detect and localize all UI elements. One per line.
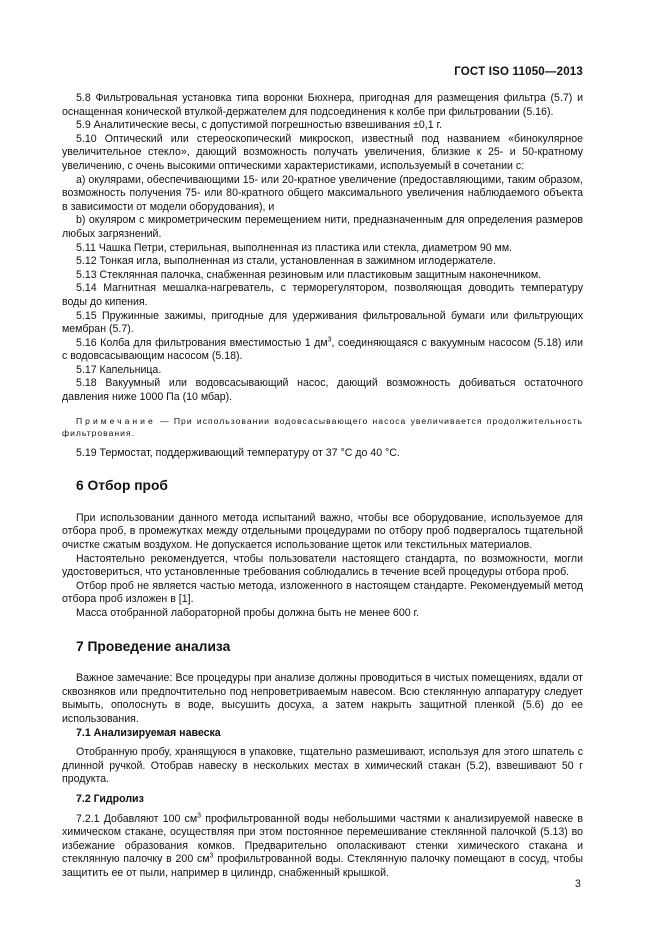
- clause-5-10-a: a) окулярами, обеспечивающими 15- или 20-кратное увеличение (предоставляющими, таким образом, возможность получения 75- или 80-кратного общего максимального увеличения наблюдаемого объекта в зависимости от модели оборудования), и: [62, 173, 583, 213]
- clause-5-19: 5.19 Термостат, поддерживающий температуру от 37 °С до 40 °С.: [76, 446, 400, 459]
- clause-5-8: 5.8 Фильтровальная установка типа воронки Бюхнера, пригодная для размещения фильтра (5.7) и оснащенная конической втулкой-держателем для подсоединения к колбе при фильтровании (5.16).: [62, 92, 583, 118]
- superscript: 3: [327, 336, 332, 344]
- clause-5-10: 5.10 Оптический или стереоскопический микроскоп, известный под названием «бинокулярное увеличительное стекло», дающий возможность получать увеличения, близкие к 25- и 50-кратному увеличению, с очень высокими оптическими характеристиками, используемый в сочетании с:: [62, 132, 583, 172]
- clause-5-13: 5.13 Стеклянная палочка, снабженная резиновым или пластиковым защитным наконечником.: [76, 268, 542, 281]
- page-number: 3: [575, 878, 581, 890]
- note: [62, 415, 583, 439]
- clause-5-16-text: 5.16 Колба для фильтрования вместимостью 1 дм: [76, 336, 328, 349]
- subsection-7-1-heading: 7.1 Анализируемая навеска: [76, 726, 221, 739]
- section-7-important-note: Важное замечание: Все процедуры при анализе должны проводиться в чистых помещениях, вдали от сквозняков или предпочтительно под непроветриваемым навесом. Всю стеклянную аппаратуру следует вымыть, ополоснуть в воде, высушить досуха, а затем накрыть защитной пленкой (5.6) до ее использования.: [62, 672, 583, 725]
- page-content: [62, 92, 583, 881]
- clause-5-18: 5.18 Вакуумный или водовсасывающий насос, дающий возможность добиваться остаточного давления ниже 1000 Па (10 мбар).: [62, 377, 583, 404]
- clause-5-12: 5.12 Тонкая игла, выполненная из стали, установленная в зажимном иглодержателе.: [76, 255, 497, 268]
- clause-5-17: 5.17 Капельница.: [76, 363, 162, 376]
- subsection-7-2-heading: 7.2 Гидролиз: [76, 792, 144, 805]
- clause-7-2-1-text-end: профильтрованной воды. Стеклянную палочку помещают в сосуд, чтобы защитить ее от пыли, например в цилиндр, снабженный крышкой.: [62, 853, 583, 879]
- document-header: ГОСТ ISO 11050—2013: [454, 66, 583, 78]
- clause-5-9: 5.9 Аналитические весы, с допустимой погрешностью взвешивания ±0,1 г.: [76, 119, 443, 132]
- section-6-paragraph: Настоятельно рекомендуется, чтобы пользователи настоящего стандарта, по возможности, могли удостовериться, что установленные требования соблюдались в течение всей процедуры отбора проб.: [62, 552, 583, 579]
- note-label: Примечание: [76, 415, 156, 426]
- clause-5-16-text-cont: , соединяющаяся с вакуумным насосом (5.18) или с водовсасывающим насосом (5.18).: [62, 336, 583, 363]
- clause-7-2-1-text: 7.2.1 Добавляют 100 см: [76, 812, 198, 825]
- section-7-heading: 7 Проведение анализа: [76, 638, 231, 654]
- clause-5-15: 5.15 Пружинные зажимы, пригодные для удерживания фильтровальной бумаги или фильтрующих мембран (5.7).: [62, 309, 583, 336]
- superscript: 3: [209, 852, 214, 860]
- clause-7-2-1: [62, 813, 583, 881]
- section-6-heading: 6 Отбор проб: [76, 478, 168, 494]
- note-text: — При использовании водовсасывающего насоса увеличивается продолжительность фильтрования.: [62, 415, 583, 438]
- section-6-paragraph: Масса отобранной лабораторной пробы должна быть не менее 600 г.: [76, 607, 420, 619]
- section-6-paragraph: При использовании данного метода испытаний важно, чтобы все оборудование, используемое для отбора проб, в промежутках между отдельными процедурами по отбору проб подвергалось тщательной очистке сжатым воздухом. Не допускается использование щеток или текстильных материалов.: [62, 511, 583, 552]
- clause-5-16: [62, 337, 583, 364]
- superscript: 3: [197, 812, 202, 819]
- clause-7-2-1-text-cont: профильтрованной воды небольшими частями к анализируемой навеске в химическом стакане, осуществляя при этом постоянное перемешивание стеклянной палочкой (5.13) во избежание образования комков. Предварительно ополаскивают стенки химического стакана и стеклянную палочку в 200 см: [62, 812, 583, 866]
- clause-5-10-b: b) окуляром с микрометрическим перемещением нити, предназначенным для определения размеров любых загрязнений.: [62, 214, 583, 240]
- section-6-paragraph: Отбор проб не является частью метода, изложенного в настоящем стандарте. Рекомендуемый метод отбора проб изложен в [1].: [62, 579, 583, 606]
- clause-5-14: 5.14 Магнитная мешалка-нагреватель, с терморегулятором, позволяющая доводить температуру воды до кипения.: [62, 282, 583, 308]
- subsection-7-1-paragraph: Отобранную пробу, хранящуюся в упаковке, тщательно размешивают, используя для этого шпатель с длинной ручкой. Отобрав навеску в нескольких местах в химический стакан (5.2), взвешивают 50 г продукта.: [62, 746, 583, 786]
- clause-5-11: 5.11 Чашка Петри, стерильная, выполненная из пластика или стекла, диаметром 90 мм.: [76, 241, 513, 254]
